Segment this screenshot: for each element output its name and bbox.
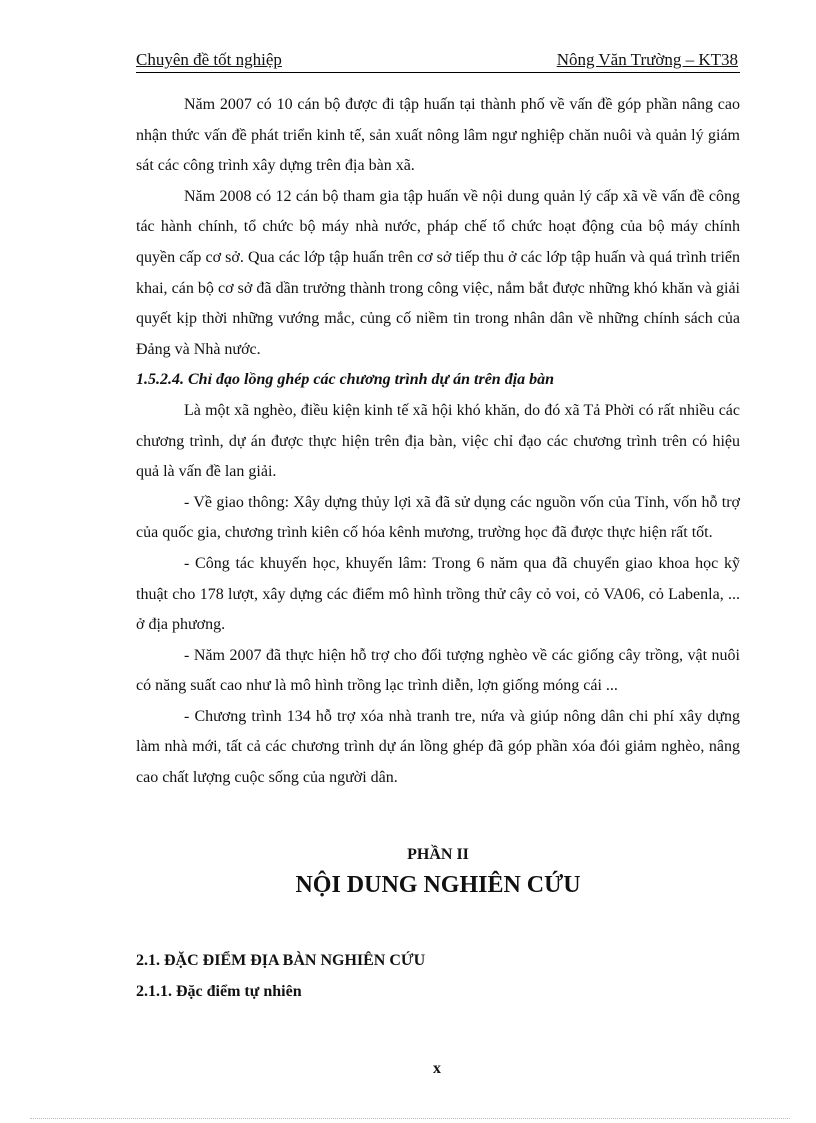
paragraph-extension: - Công tác khuyến học, khuyến lâm: Trong 6 năm qua đã chuyển giao khoa học kỹ thuật cho 178 lượt, xây dựng các điểm mô hình trồng thử cây cỏ voi, cỏ VA06, cỏ Labenla, ... ở địa phương. <box>136 554 740 634</box>
body-text <box>136 90 740 794</box>
page-number: x <box>433 1060 441 1077</box>
page-header <box>136 50 740 73</box>
paragraph-2007-support: - Năm 2007 đã thực hiện hỗ trợ cho đối tượng nghèo về các giống cây trồng, vật nuôi có năng suất cao như là mô hình trồng lạc trình diễn, lợn giống móng cái ... <box>136 646 740 695</box>
paragraph-2007-training: Năm 2007 có 10 cán bộ được đi tập huấn tại thành phố về vấn đề góp phần nâng cao nhận thức vấn đề phát triển kinh tế, sản xuất nông lâm ngư nghiệp chăn nuôi và quản lý giám sát các công trình xây dựng trên địa bàn xã. <box>136 96 740 175</box>
section-heading: 2.1. ĐẶC ĐIỂM ĐỊA BÀN NGHIÊN CỨU <box>136 952 426 969</box>
subsection-heading: 1.5.2.4. Chỉ đạo lồng ghép các chương trình dự án trên địa bàn <box>136 371 555 389</box>
header-document-type: Chuyên đề tốt nghiệp <box>136 50 282 69</box>
part-title: NỘI DUNG NGHIÊN CỨU <box>295 872 581 898</box>
part-label: PHẦN II <box>407 846 469 863</box>
header-author: Nông Văn Trường – KT38 <box>556 50 738 69</box>
paragraph-2008-training: Năm 2008 có 12 cán bộ tham gia tập huấn về nội dung quản lý cấp xã về vấn đề công tác hành chính, tổ chức bộ máy nhà nước, pháp chế tổ chức hoạt động của bộ máy chính quyền cấp cơ sở. Qua các lớp tập huấn trên cơ sở tiếp thu ở các lớp tập huấn và quá trình triển khai, cán bộ cơ sở đã dần trưởng thành trong công việc, nắm bắt được những khó khăn và giải quyết kịp thời những vướng mắc, củng cố niềm tin trong nhân dân về những chính sách của Đảng và Nhà nước. <box>136 187 740 358</box>
paragraph-program-134: - Chương trình 134 hỗ trợ xóa nhà tranh tre, nứa và giúp nông dân chi phí xây dựng làm nhà mới, tất cả các chương trình dự án lồng ghép đã góp phần xóa đói giảm nghèo, nâng cao chất lượng cuộc sống của người dân. <box>136 707 740 787</box>
subsection-heading-natural: 2.1.1. Đặc điểm tự nhiên <box>136 983 302 1000</box>
paragraph-poor-commune: Là một xã nghèo, điều kiện kinh tế xã hội khó khăn, do đó xã Tả Phời có rất nhiều các chương trình, dự án được thực hiện trên địa bàn, việc chỉ đạo các chương trình trên có hiệu quả là vấn đề lan giải. <box>136 401 740 481</box>
paragraph-transport: - Về giao thông: Xây dựng thủy lợi xã đã sử dụng các nguồn vốn của Tỉnh, vốn hỗ trợ của quốc gia, chương trình kiên cố hóa kênh mương, trường học đã được thực hiện rất tốt. <box>136 493 740 542</box>
page-bottom-divider <box>30 1118 790 1119</box>
